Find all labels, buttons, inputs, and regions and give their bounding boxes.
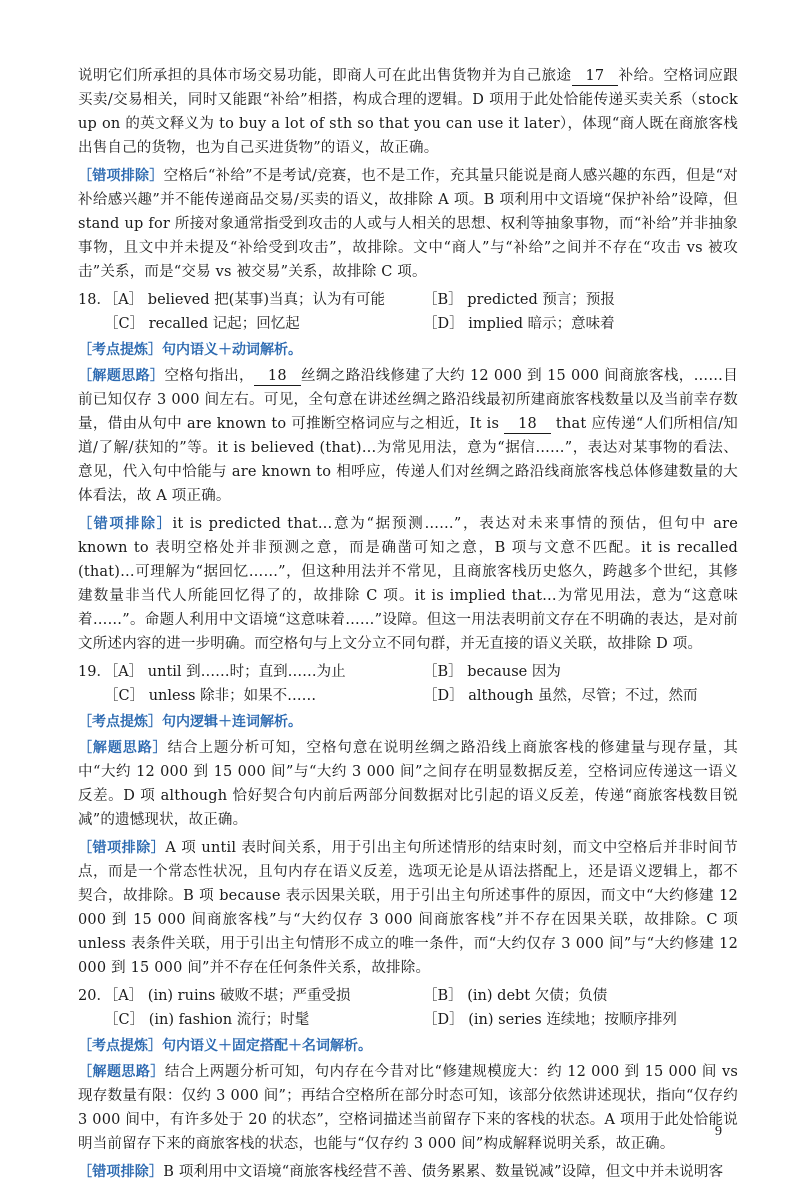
q20-option-c: ［C］ (in) fashion 流行；时髦 xyxy=(104,1012,310,1028)
q18-option-d: ［D］ implied 暗示；意味着 xyxy=(423,316,615,332)
paragraph-q17-analysis xyxy=(78,64,738,160)
tag-wrong-options: ［错项排除］ xyxy=(78,840,166,856)
q19-wrong-options xyxy=(78,836,738,980)
tag-key-point: ［考点提炼］ xyxy=(78,342,162,358)
paragraph-q17-wrong-options xyxy=(78,164,738,284)
blank-17: 17 xyxy=(572,67,619,86)
q20-option-d: ［D］ (in) series 连续地；按顺序排列 xyxy=(423,1012,677,1028)
text: 句内语义＋动词解析。 xyxy=(162,342,302,358)
q18-option-c: ［C］ recalled 记起；回忆起 xyxy=(104,316,300,332)
page-content xyxy=(78,64,738,1188)
q20-wrong-options xyxy=(78,1160,738,1184)
q19-option-c: ［C］ unless 除非；如果不…… xyxy=(104,688,317,704)
blank-18: 18 xyxy=(504,415,551,434)
text: 句内语义＋固定搭配＋名词解析。 xyxy=(162,1038,372,1054)
text: A 项 until 表时间关系，用于引出主句所述情形的结束时刻，而文中空格后并非时间节点，而是一个常态性状况，且句内存在语义反差，选项无论是从语法搭配上，还是语义逻辑上，都不契合，故排除。B 项 because 表示因果关联，用于引出主句所述事件的原因，而文中“大约修建 12 000 到 15 000 间商旅客栈”与“大约仅存 3 000 间商旅客栈”并不存在因果关联，故排除。C 项 unless 表条件关联，用于引出主句情形不成立的唯一条件，而“大约仅存 3 000 间”与“大约修建 12 000 到 15 000 间”并不存在任何条件关系，故排除。 xyxy=(78,840,738,976)
text: B 项利用中文语境“商旅客栈经营不善、债务累累、数量锐减”设障，但文中并未说明客 xyxy=(163,1164,724,1180)
tag-key-point: ［考点提炼］ xyxy=(78,1038,162,1054)
blank-18: 18 xyxy=(254,367,301,386)
text: 补给。空格词应跟买卖/交易相关，同时又能跟“补给”相搭，构成合理的逻辑。D 项用于此处恰能传递买卖关系（stock up on 的英文释义为 to buy a lot of sth so that you can use it later），体现“商人既在商旅客栈出售自己的货物，也为自己买进货物”的语义，故正确。 xyxy=(78,68,738,156)
q20-key-point xyxy=(78,1034,738,1058)
q18-option-b: ［B］ predicted 预言；预报 xyxy=(423,292,615,308)
text: 丝绸之路沿线修建了大约 12 000 到 15 000 间商旅客栈，……目前已知仅存 3 000 间左右。可见，全句意在讲述丝绸之路沿线最初所建商旅客栈数量以及当前幸存数量，借由从句中 are known to 可推断空格词应与之相近，It is xyxy=(78,368,738,432)
q18-wrong-options xyxy=(78,512,738,656)
text: 空格句指出， xyxy=(164,368,254,384)
q18-option-a: 18．［A］ believed 把(某事)当真；认为有可能 xyxy=(78,292,385,308)
q19-solution xyxy=(78,736,738,832)
text: 结合上两题分析可知，句内存在今昔对比“修建规模庞大：约 12 000 到 15 000 间 vs 现存数量有限：仅约 3 000 间”；再结合空格所在部分时态可知，该部分依然讲述现状，指向“仅存约 3 000 间中，有许多处于 20 的状态”，空格词描述当前留存下来的客栈的状态。A 项用于此处恰能说明当前留存下来的商旅客栈的状态，也能与“仅存约 3 000 间”构成解释说明关系，故正确。 xyxy=(78,1064,738,1152)
text: that 应传递“人们所相信/知道/了解/获知的”等。it is believed (that)…为常见用法，意为“据信……”，表达对某事物的看法、意见，代入句中恰能与 are known to 相呼应，传递人们对丝绸之路沿线商旅客栈总体修建数量的大体看法，故 A 项正确。 xyxy=(78,416,738,504)
q19-key-point xyxy=(78,710,738,734)
text: 空格后“补给”不是考试/竞赛，也不是工作，充其量只能说是商人感兴趣的东西，但是“对补给感兴趣”并不能传递商品交易/买卖的语义，故排除 A 项。B 项利用中文语境“保护补给”设障，但 stand up for 所接对象通常指受到攻击的人或与人相关的思想、权利等抽象事物，而“补给”并非抽象事物，且文中并未提及“补给受到攻击”，故排除。文中“商人”与“补给”之间并不存在“攻击 vs 被攻击”关系，而是“交易 vs 被交易”关系，故排除 C 项。 xyxy=(78,168,738,280)
tag-key-point: ［考点提炼］ xyxy=(78,714,162,730)
tag-solution: ［解题思路］ xyxy=(78,1064,165,1080)
text: it is predicted that…意为“据预测……”，表达对未来事情的预估，但句中 are known to 表明空格处并非预测之意，而是确凿可知之意，B 项与文意不匹配。it is recalled (that)…可理解为“据回忆……”，但这种用法并不常见，且商旅客栈历史悠久，跨越多个世纪，其修建数量非当代人所能回忆得了的，故排除 C 项。it is implied that…为常见用法，意为“这意味着……”。命题人利用中文语境“这意味着……”设障。但这一用法表明前文存在不明确的表达，是对前文所述内容的进一步明确。而空格句与上文分立不同句群，并无直接的语义关联，故排除 D 项。 xyxy=(78,516,738,652)
q18-key-point xyxy=(78,338,738,362)
text: 说明它们所承担的具体市场交易功能，即商人可在此出售货物并为自己旅途 xyxy=(78,68,572,84)
tag-solution: ［解题思路］ xyxy=(78,740,168,756)
tag-wrong-options: ［错项排除］ xyxy=(78,168,164,184)
q19-option-d: ［D］ although 虽然，尽管；不过，然而 xyxy=(423,688,698,704)
text: 结合上题分析可知，空格句意在说明丝绸之路沿线上商旅客栈的修建量与现存量，其中“大约 12 000 到 15 000 间”与“大约 3 000 间”之间存在明显数据反差，空格词应传递这一语义反差。D 项 although 恰好契合句内前后两部分间数据对比引起的语义反差，传递“商旅客栈数目锐减”的遗憾现状，故正确。 xyxy=(78,740,738,828)
q20-option-a: 20．［A］ (in) ruins 破败不堪；严重受损 xyxy=(78,988,351,1004)
q20-options xyxy=(78,984,738,1032)
q19-options xyxy=(78,660,738,708)
page-number: 9 xyxy=(715,1124,722,1139)
q19-option-a: 19．［A］ until 到……时；直到……为止 xyxy=(78,664,346,680)
q19-option-b: ［B］ because 因为 xyxy=(423,664,561,680)
q20-solution xyxy=(78,1060,738,1156)
tag-wrong-options: ［错项排除］ xyxy=(78,1164,164,1180)
q20-option-b: ［B］ (in) debt 欠债；负债 xyxy=(423,988,608,1004)
text: 句内逻辑＋连词解析。 xyxy=(162,714,302,730)
tag-wrong-options: ［错项排除］ xyxy=(78,516,173,532)
tag-solution: ［解题思路］ xyxy=(78,368,165,384)
q18-solution xyxy=(78,364,738,508)
q18-options xyxy=(78,288,738,336)
